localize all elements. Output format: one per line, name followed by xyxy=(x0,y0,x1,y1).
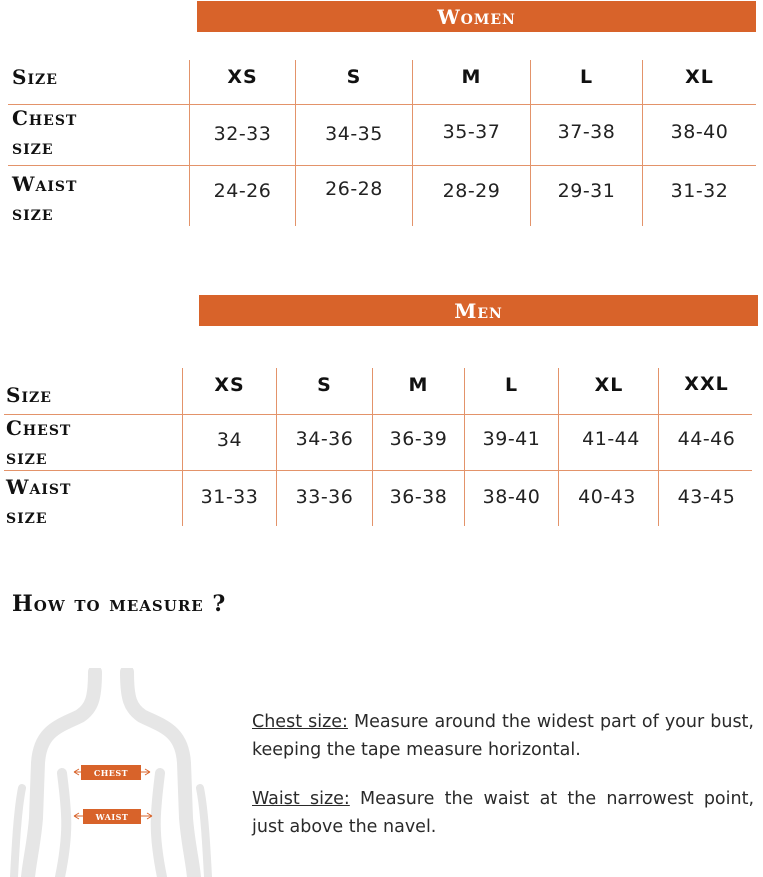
women-chest-m: 35-37 xyxy=(442,121,501,143)
chest-text: Measure around the widest part of your bust, keeping the tape measure horizontal. xyxy=(252,712,754,760)
men-col-l: L xyxy=(504,374,519,396)
women-chest-label xyxy=(12,104,182,162)
row-label-line: Chest xyxy=(12,106,78,130)
row-label-line: Waist xyxy=(6,475,72,499)
waist-text: Measure the waist at the narrowest point, just above the navel. xyxy=(252,789,755,837)
women-chest-xs: 32-33 xyxy=(213,123,272,145)
row-label-line: size xyxy=(6,445,48,469)
men-waist-xl: 40-43 xyxy=(578,486,636,508)
row-label-line: size xyxy=(12,135,54,159)
men-col-xxl: XXL xyxy=(684,373,729,395)
men-waist-label xyxy=(6,473,176,531)
waist-tag: waist xyxy=(83,809,141,824)
women-waist-s: 26-28 xyxy=(325,178,383,200)
chest-instruction xyxy=(252,708,754,764)
men-waist-m: 36-38 xyxy=(389,486,448,508)
men-chest-xl: 41-44 xyxy=(582,428,640,450)
women-waist-l: 29-31 xyxy=(557,180,616,202)
men-chest-xs: 34 xyxy=(216,429,243,451)
men-col-s: S xyxy=(317,374,332,396)
men-header-band xyxy=(199,295,758,326)
row-label-line: Chest xyxy=(6,416,72,440)
men-waist-xxl: 43-45 xyxy=(677,486,736,508)
men-chest-label xyxy=(6,414,176,472)
men-waist-s: 33-36 xyxy=(295,486,354,508)
women-rule-2 xyxy=(8,165,756,166)
women-chest-l: 37-38 xyxy=(557,121,616,143)
row-label-line: Waist xyxy=(12,172,78,196)
men-size-label: Size xyxy=(6,383,52,407)
women-waist-m: 28-29 xyxy=(442,180,501,202)
women-col-m: M xyxy=(461,66,482,88)
women-title: Women xyxy=(437,4,516,29)
women-col-xl: XL xyxy=(685,66,714,88)
waist-instruction xyxy=(252,785,754,841)
women-col-l: L xyxy=(579,66,594,88)
row-label-line: size xyxy=(6,504,48,528)
men-col-xs: XS xyxy=(214,374,245,396)
women-col-xs: XS xyxy=(227,66,258,88)
women-waist-xs: 24-26 xyxy=(213,180,272,202)
men-col-m: M xyxy=(408,374,429,396)
men-title: Men xyxy=(454,298,503,323)
waist-term: Waist size: xyxy=(252,789,350,809)
men-chest-s: 34-36 xyxy=(295,428,354,450)
women-header-band xyxy=(197,1,756,32)
how-to-measure-title: How to measure ? xyxy=(12,591,227,617)
chest-term: Chest size: xyxy=(252,712,348,732)
women-chest-xl: 38-40 xyxy=(670,121,729,143)
women-chest-s: 34-35 xyxy=(325,123,383,145)
women-waist-xl: 31-32 xyxy=(670,180,729,202)
chest-tag: chest xyxy=(81,765,141,780)
men-col-xl: XL xyxy=(594,374,624,396)
women-col-s: S xyxy=(346,66,362,88)
men-waist-l: 38-40 xyxy=(482,486,541,508)
row-label-line: size xyxy=(12,201,54,225)
women-waist-label xyxy=(12,170,182,228)
men-chest-xxl: 44-46 xyxy=(677,428,736,450)
men-waist-xs: 31-33 xyxy=(200,486,259,508)
women-size-label: Size xyxy=(12,65,58,89)
men-chest-l: 39-41 xyxy=(482,428,541,450)
men-chest-m: 36-39 xyxy=(389,428,448,450)
